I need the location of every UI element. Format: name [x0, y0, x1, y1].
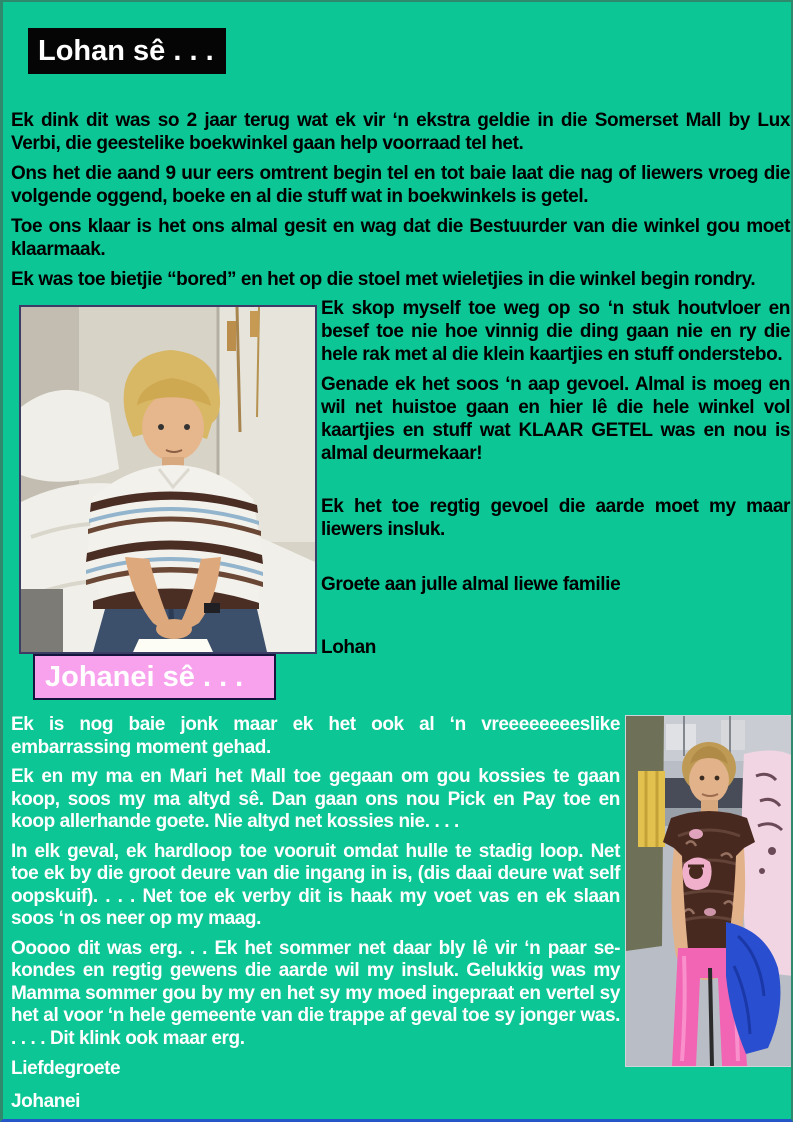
lohan-photo — [19, 305, 317, 654]
lohan-closing-line-2: Groete aan julle almal liewe familie — [321, 574, 621, 595]
lohan-side-paragraph-1: Ek skop myself toe weg op so ‘n stuk houtvloer en besef toe nie hoe vinnig die ding gaan nie en ry die hele rak met al die klein kaartjies en stuff onderstebo. — [321, 298, 790, 365]
lohan-paragraph-2: Ons het die aand 9 uur eers omtrent begin tel en tot baie laat die nag of liewers vroeg die volgende oggend, boeke en al die stuff wat in boekwinkels is getel. — [11, 163, 790, 207]
johanei-paragraph-1: Ek is nog baie jonk maar ek het ook al ‘n vreeeeeeeeslike embarrassing moment gehad. — [11, 714, 620, 758]
johanei-photo — [625, 715, 793, 1067]
lohan-signature: Lohan — [321, 637, 376, 658]
lohan-side-paragraph-2: Genade ek het soos ‘n aap gevoel. Almal is moeg en wil net huistoe gaan en hier lê die hele winkel vol kaartjies en stuff wat KLAAR GETEL was en nou is almal deurmekaar! — [321, 374, 790, 464]
johanei-signature: Johanei — [11, 1091, 80, 1112]
girl-outdoors-illustration — [626, 716, 793, 1066]
johanei-paragraph-2: Ek en my ma en Mari het Mall toe gegaan om gou kossies te gaan koop, soos my ma altyd sê. Dan gaan ons nou Pick en Pay toe en koop allerhande goete. Nie altyd net kossies nie. . . . — [11, 766, 620, 832]
lohan-closing-line-1: Ek het toe regtig gevoel die aarde moet my maar liewers insluk. — [321, 496, 790, 540]
johanei-story-paragraphs — [11, 714, 620, 1113]
johanei-header-label: Johanei sê . . . — [45, 660, 244, 693]
lohan-story-paragraphs — [321, 297, 790, 659]
lohan-paragraph-4: Ek was toe bietjie “bored” en het op die stoel met wieletjies in die winkel begin rondry. — [11, 269, 756, 290]
boy-on-bed-illustration — [21, 307, 315, 652]
lohan-paragraph-3: Toe ons klaar is het ons almal gesit en wag dat die Bestuurder van die winkel gou moet klaarmaak. — [11, 216, 790, 260]
lohan-intro-paragraphs — [11, 109, 790, 298]
lohan-header-label: Lohan sê . . . — [38, 34, 214, 67]
johanei-closing: Liefdegroete — [11, 1058, 121, 1079]
lohan-section-header — [28, 28, 226, 74]
johanei-paragraph-4: Ooooo dit was erg. . . Ek het sommer net daar bly lê vir ‘n paar se-kondes en regtig gewens die aarde wil my insluk. Gelukkig was my Mamma sommer gou by my en het sy my moed ingepraat en vertel sy het al voor ‘n hele gemeente van die trappe af geval toe sy jonger was. . . . . Dit klink ook maar erg. — [11, 937, 620, 1049]
johanei-paragraph-3: In elk geval, ek hardloop toe vooruit omdat hulle te stadig loop. Net toe ek by die groot deure van die ingang in is, (dis daai deure wat self oopskuif). . . . Net toe ek verby dit is haak my voet vas en ek slaan soos ‘n os neer op my maag. — [11, 840, 620, 929]
lohan-paragraph-1: Ek dink dit was so 2 jaar terug wat ek vir ‘n ekstra geldie in die Somerset Mall by Lux Verbi, die geestelike boekwinkel gaan help voorraad tel het. — [11, 110, 790, 154]
johanei-section-header — [33, 654, 276, 700]
